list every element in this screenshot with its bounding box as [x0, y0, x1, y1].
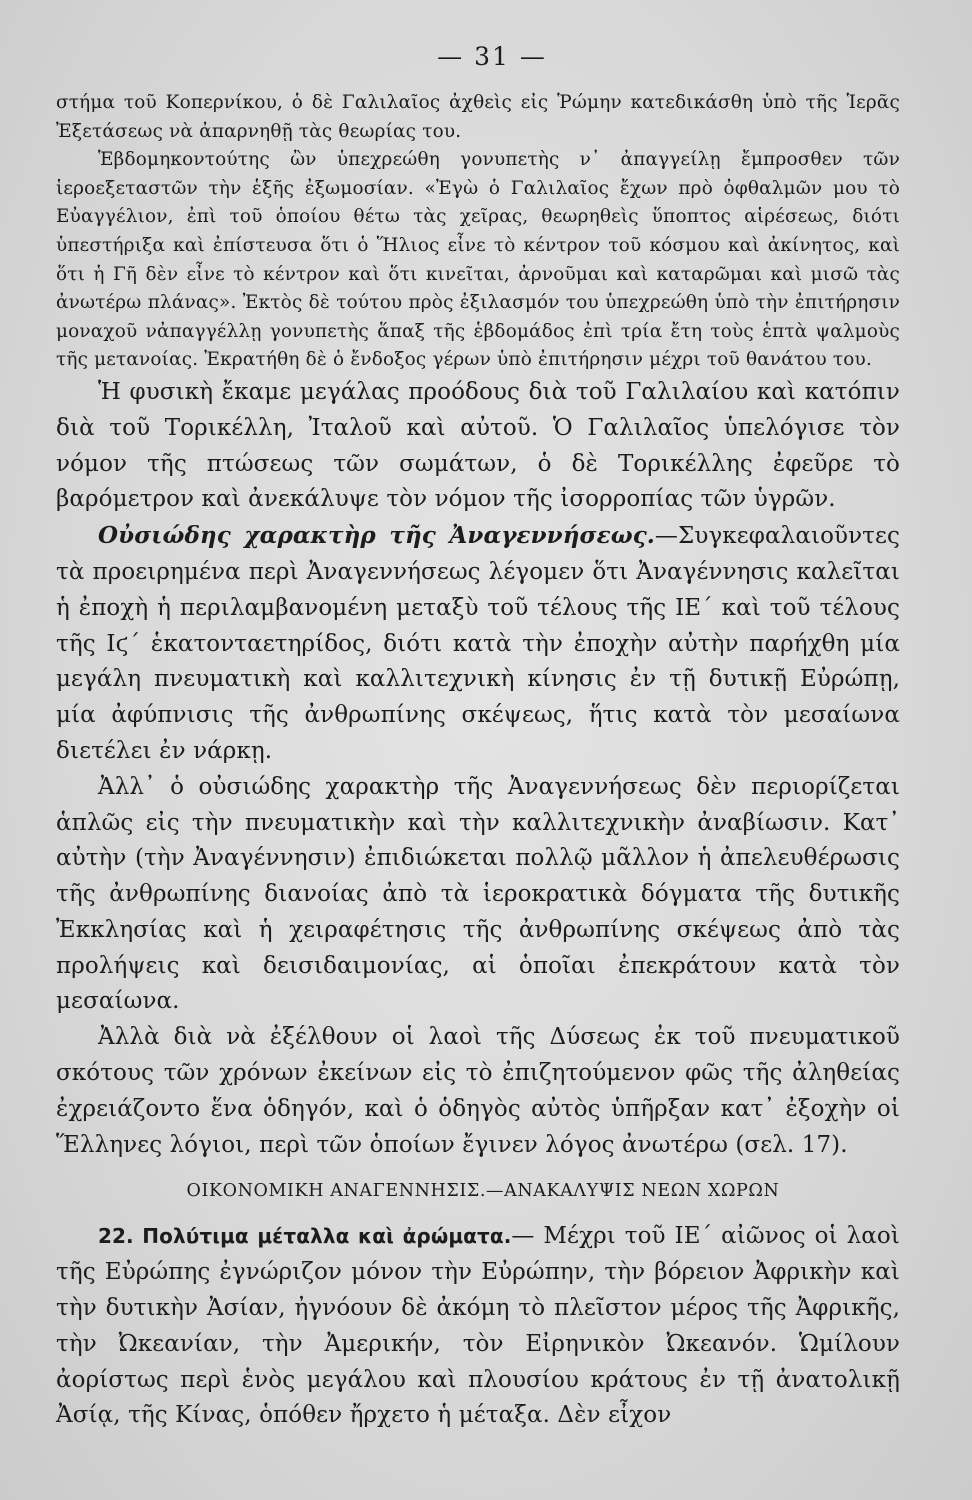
renaissance-text: —Συγκεφαλαιοῦντες τὰ προειρημένα περὶ Ἀναγεννήσεως λέγομεν ὅτι Ἀναγέννησις καλεῖται ἡ ἐποχὴ ἡ περιλαμβανομένη μεταξὺ τοῦ τέλους τῆς ΙΕ΄ καὶ τοῦ τέλους τῆς Ιϛ΄ ἑκατονταετηρίδος, διότι κατὰ τὴν ἐποχὴν αὐτὴν παρήχθη μία μεγάλη πνευματικὴ καὶ καλλιτεχνικὴ κίνησις ἐν τῇ δυτικῇ Εὐρώπῃ, μία ἀφύπνισις τῆς ἀνθρωπίνης σκέψεως, ἥτις κατὰ τὸν μεσαίωνα διετέλει ἐν νάρκῃ.	[56, 523, 900, 764]
paragraph-renaissance-character	[56, 518, 900, 770]
page-number: — 31 —	[437, 42, 547, 71]
metals-text: — Μέχρι τοῦ ΙΕ΄ αἰῶνος οἱ λαοὶ τῆς Εὐρώπης ἐγνώριζον μόνον τὴν Εὐρώπην, τὴν βόρειον Ἀφρικὴν καὶ τὴν δυτικὴν Ἀσίαν, ἠγνόουν δὲ ἀκόμη τὸ πλεῖστον μέρος τῆς Ἀφρικῆς, τὴν Ὠκεανίαν, τὴν Ἀμερικήν, τὸν Εἰρηνικὸν Ὠκεανόν. Ὡμίλουν ἀορίστως περὶ ἑνὸς μεγάλου καὶ πλουσίου κράτους ἐν τῇ ἀνατολικῇ Ἀσίᾳ, τῆς Κίνας, ὁπόθεν ἤρχετο ἡ μέταξα. Δὲν εἶχον	[56, 1223, 900, 1429]
metals-title: 22. Πολύτιμα μέταλλα καὶ ἀρώματα.	[98, 1224, 512, 1249]
paragraph-greek-scholars: Ἀλλὰ διὰ νὰ ἐξέλθουν οἱ λαοὶ τῆς Δύσεως ἐκ τοῦ πνευματικοῦ σκότους τῶν χρόνων ἐκείνων εἰς τὸ ἐπιζητούμενον φῶς τῆς ἀληθείας ἐχρειάζοντο ἕνα ὁδηγόν, καὶ ὁ ὁδηγὸς αὐτὸς ὑπῆρξαν κατ᾽ ἐξοχὴν οἱ Ἕλληνες λόγιοι, περὶ τῶν ὁποίων ἔγινεν λόγος ἀνωτέρω (σελ. 17).	[56, 1024, 900, 1158]
paragraph-liberation: Ἀλλ᾽ ὁ οὐσιώδης χαρακτὴρ τῆς Ἀναγεννήσεως δὲν περιορίζεται ἁπλῶς εἰς τὴν πνευματικὴν καὶ τὴν καλλιτεχνικὴν ἀναβίωσιν. Κατ᾽ αὐτὴν (τὴν Ἀναγέννησιν) ἐπιδιώκεται πολλῷ μᾶλλον ἡ ἀπελευθέρωσις τῆς ἀνθρωπίνης διανοίας ἀπὸ τὰ ἱεροκρατικὰ δόγματα τῆς δυτικῆς Ἐκκλησίας καὶ ἡ χειραφέτησις τῆς ἀνθρωπίνης σκέψεως ἀπὸ τὰς προλήψεις καὶ δεισιδαιμονίας, αἱ ὁποῖαι ἐπεκράτουν κατὰ τὸν μεσαίωνα.	[56, 773, 900, 1015]
paragraph-physics: Ἡ φυσικὴ ἔκαμε μεγάλας προόδους διὰ τοῦ Γαλιλαίου καὶ κατόπιν διὰ τοῦ Τορικέλλη, Ἰταλοῦ καὶ αὐτοῦ. Ὁ Γαλιλαῖος ὑπελόγισε τὸν νόμον τῆς πτώσεως τῶν σωμάτων, ὁ δὲ Τορικέλλης ἐφεῦρε τὸ βαρόμετρον καὶ ἀνεκάλυψε τὸν νόμον τῆς ἰσορροπίας τῶν ὑγρῶν.	[56, 378, 900, 513]
paragraph-precious-metals	[56, 1219, 900, 1434]
paragraph-abjuration: Ἑβδομηκοντούτης ὢν ὑπεχρεώθη γονυπετὴς ν᾽ ἀπαγγείλῃ ἔμπροσθεν τῶν ἱεροεξεταστῶν τὴν ἑξῆς ἐξωμοσίαν. «Ἐγὼ ὁ Γαλιλαῖος ἔχων πρὸ ὀφθαλμῶν μου τὸ Εὐαγγέλιον, ἐπὶ τοῦ ὁποίου θέτω τὰς χεῖρας, θεωρηθεὶς ὕποπτος αἱρέσεως, διότι ὑπεστήριξα καὶ ἐπίστευσα ὅτι ὁ Ἥλιος εἶνε τὸ κέντρον τοῦ κόσμου καὶ ἀκίνητος, καὶ ὅτι ἡ Γῆ δὲν εἶνε τὸ κέντρον καὶ ὅτι κινεῖται, ἀρνοῦμαι καὶ καταρῶμαι καὶ μισῶ τὰς ἀνωτέρω πλάνας». Ἐκτὸς δὲ τούτου πρὸς ἐξιλασμόν του ὑπεχρεώθη ὑπὸ τὴν ἐπιτήρησιν μοναχοῦ νἀπαγγέλλῃ γονυπετὴς ἅπαξ τῆς ἑβδομάδος ἐπὶ τρία ἔτη τοὺς ἑπτὰ ψαλμοὺς τῆς μετανοίας. Ἐκρατήθη δὲ ὁ ἔνδοξος γέρων ὑπὸ ἐπιτήρησιν μέχρι τοῦ θανάτου του.	[56, 149, 900, 371]
paragraph-copernicus: στήμα τοῦ Κοπερνίκου, ὁ δὲ Γαλιλαῖος ἀχθεὶς εἰς Ῥώμην κατεδικάσθη ὑπὸ τῆς Ἱερᾶς Ἐξετάσεως νὰ ἀπαρνηθῇ τὰς θεωρίας του.	[56, 92, 900, 142]
renaissance-title: Οὐσιώδης χαρακτὴρ τῆς Ἀναγεννήσεως.	[98, 522, 655, 550]
section-heading: ΟΙΚΟΝΟΜΙΚΗ ΑΝΑΓΕΝΝΗΣΙΣ.—ΑΝΑΚΑΛΥΨΙΣ ΝΕΩΝ ΧΩΡΩΝ	[186, 1181, 780, 1202]
